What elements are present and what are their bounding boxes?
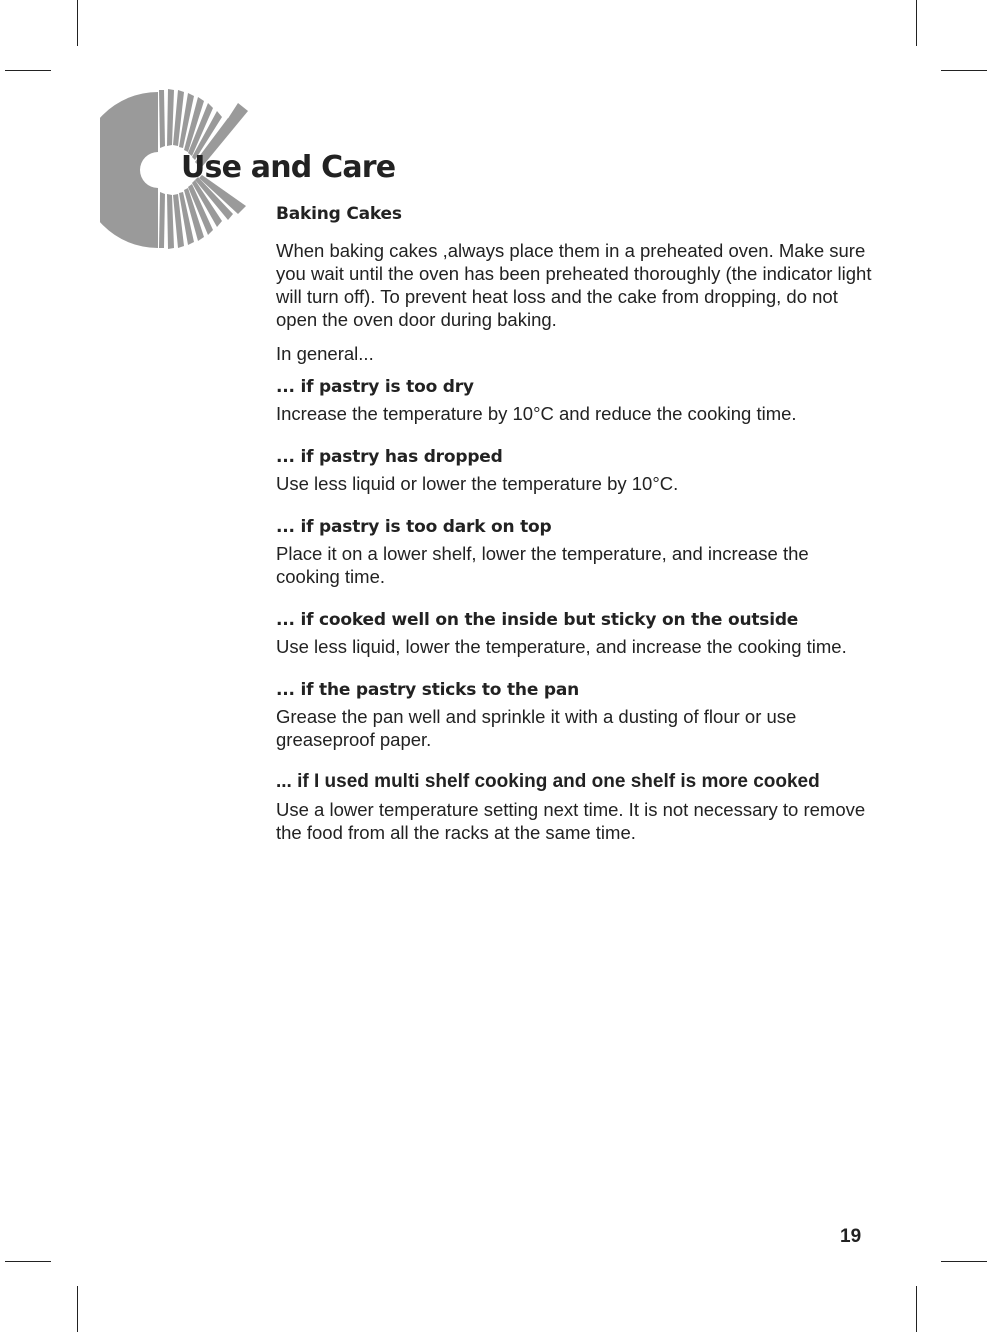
tip-text: Place it on a lower shelf, lower the temperature, and increase the cooking time. — [276, 543, 809, 587]
crop-mark — [77, 1286, 78, 1332]
tip-heading: ... if cooked well on the inside but sticky on the outside — [276, 610, 799, 630]
intro-paragraph: When baking cakes ,always place them in a preheated oven. Make sure you wait until the oven has been preheated thoroughly (the indicator light will turn off). To prevent heat loss and the cake from dropping, do not open the oven door during baking. — [276, 240, 872, 330]
crop-mark — [5, 70, 51, 71]
section-title: Baking Cakes — [276, 204, 402, 224]
tip-heading: ... if I used multi shelf cooking and one shelf is more cooked — [276, 771, 820, 792]
tip-text: Increase the temperature by 10°C and reduce the cooking time. — [276, 403, 797, 424]
crop-mark — [916, 0, 917, 46]
tip-text: Use less liquid, lower the temperature, and increase the cooking time. — [276, 636, 847, 657]
tip-heading: ... if pastry is too dark on top — [276, 517, 552, 537]
crop-mark — [77, 0, 78, 46]
crop-mark — [941, 70, 987, 71]
crop-mark — [916, 1286, 917, 1332]
crop-mark — [5, 1261, 51, 1262]
general-text: In general... — [276, 343, 374, 364]
tip-text: Use a lower temperature setting next time. It is not necessary to remove the food from all the racks at the same time. — [276, 799, 866, 843]
section-content — [276, 204, 876, 844]
page-number: 19 — [840, 1226, 862, 1247]
tip-text: Grease the pan well and sprinkle it with a dusting of flour or use greaseproof paper. — [276, 706, 797, 750]
tip-heading: ... if pastry is too dry — [276, 377, 474, 397]
tip-heading: ... if pastry has dropped — [276, 447, 503, 467]
page-title: Use and Care — [181, 150, 396, 185]
crop-mark — [941, 1261, 987, 1262]
tip-text: Use less liquid or lower the temperature by 10°C. — [276, 473, 679, 494]
tip-heading: ... if the pastry sticks to the pan — [276, 680, 580, 700]
